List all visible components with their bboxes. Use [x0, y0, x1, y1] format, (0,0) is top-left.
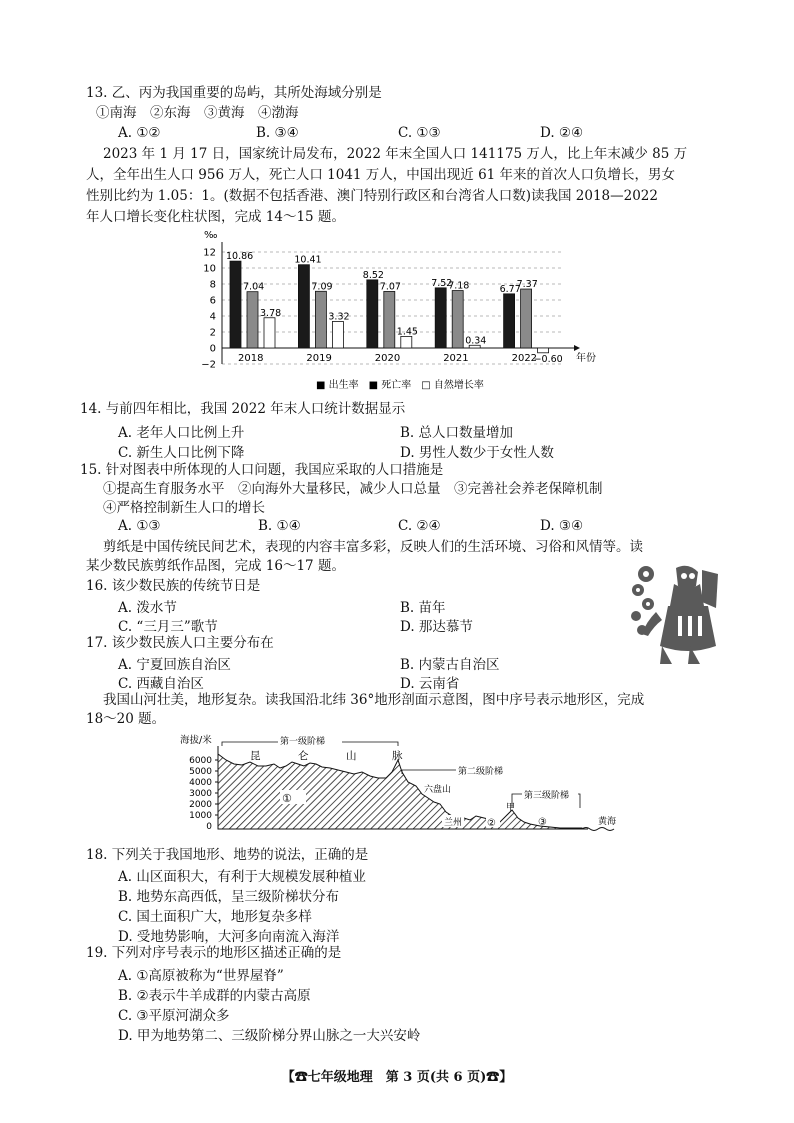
jia-label: 甲 — [506, 803, 516, 813]
passage1-line-3: 性别比约为 1.05：1。(数据不包括香港、澳门特别行政区和台湾省人口数)读我国 2018—2022 — [86, 188, 658, 204]
marker-2: ② — [487, 818, 496, 829]
profile-ytick: 3000 — [189, 789, 212, 799]
q13-option-b: B. ③④ — [256, 125, 299, 141]
bar-death-rate — [384, 291, 395, 348]
bar-value-label: 7.07 — [379, 281, 401, 293]
yellow-sea-label: 黄海 — [598, 817, 617, 827]
q17-option-c: C. 西藏自治区 — [118, 676, 204, 692]
q17-option-b: B. 内蒙古自治区 — [400, 657, 500, 673]
bar-value-label: 1.45 — [396, 326, 418, 338]
passage2-line-1: 剪纸是中国传统民间艺术，表现的内容丰富多彩，反映人们的生活环境、习俗和风情等。读 — [103, 539, 643, 555]
chart-category-label: 2018 — [238, 353, 264, 364]
bar-birth-rate — [367, 280, 378, 348]
step-1-label: 第一级阶梯 — [280, 737, 326, 747]
step-2-label: 第二级阶梯 — [458, 767, 504, 777]
q13-option-c: C. ①③ — [398, 125, 441, 141]
bar-value-label: 6.77 — [499, 283, 521, 295]
q13-option-d: D. ②④ — [540, 125, 584, 141]
chart-category-label: 2020 — [374, 353, 401, 364]
q17-option-d: D. 云南省 — [400, 676, 460, 692]
bar-value-label: 7.52 — [431, 277, 453, 289]
chart-category-label: 2019 — [306, 353, 332, 364]
bar-value-label: 7.18 — [448, 280, 470, 292]
page-footer: 【☎七年级地理 第 3 页(共 6 页)☎】 — [281, 1070, 513, 1085]
q14-option-c: C. 新生人口比例下降 — [118, 445, 245, 461]
step-3-label: 第三级阶梯 — [524, 791, 570, 801]
bar-death-rate — [247, 292, 258, 348]
profile-ytick: 1000 — [189, 811, 212, 821]
bar-value-label: 0.34 — [465, 335, 487, 347]
kunlun-char: 山 — [346, 750, 357, 762]
q16-option-b: B. 苗年 — [400, 600, 446, 616]
bar-value-label: 7.04 — [243, 281, 265, 293]
bar-value-label: 8.52 — [362, 269, 384, 281]
q17-stem: 17. 该少数民族人口主要分布在 — [86, 635, 274, 651]
profile-ytick: 4000 — [189, 778, 212, 788]
q14-option-d: D. 男性人数少于女性人数 — [400, 445, 554, 461]
chart-x-arrow — [574, 345, 580, 351]
bar-value-label: 7.09 — [311, 281, 333, 293]
q18-option-d: D. 受地势影响，大河多向南流入海洋 — [118, 929, 340, 945]
q18-stem: 18. 下列关于我国地形、地势的说法，正确的是 — [86, 847, 369, 863]
terrain-profile-diagram — [170, 732, 640, 838]
profile-ylabel: 海拔/米 — [180, 735, 212, 746]
q19-stem: 19. 下列对序号表示的地形区描述正确的是 — [86, 945, 342, 961]
passage1-line-2: 人，全年出生人口 956 万人，死亡人口 1041 万人，中国出现近 61 年来的首次人口负增长，男女 — [86, 167, 676, 183]
marker-3: ③ — [538, 817, 547, 828]
kunlun-char: 昆 — [250, 750, 261, 762]
bar-birth-rate — [435, 288, 446, 348]
q14-option-a: A. 老年人口比例上升 — [118, 425, 245, 441]
bar-value-label: 3.32 — [328, 311, 350, 323]
chart-category-label: 2021 — [443, 353, 469, 364]
bar-natural-rate — [332, 321, 343, 348]
chart-ytick: 6 — [209, 295, 216, 307]
chart-ytick: −2 — [201, 359, 216, 371]
chart-ytick: 2 — [209, 327, 216, 339]
bar-natural-rate — [401, 336, 412, 348]
passage3-line-1: 我国山河壮美，地形复杂。读我国沿北纬 36°地形剖面示意图，图中序号表示地形区，完成 — [103, 692, 645, 708]
profile-ytick: 2000 — [189, 800, 212, 810]
lanzhou-label: 兰州 — [444, 818, 463, 828]
chart-ytick: 12 — [203, 247, 216, 259]
q17-option-a: A. 宁夏回族自治区 — [118, 657, 231, 673]
q19-option-b: B. ②表示牛羊成群的内蒙古高原 — [118, 988, 311, 1004]
q14-option-b: B. 总人口数量增加 — [400, 425, 514, 441]
bar-value-label: 10.41 — [294, 254, 322, 266]
q13-option-a: A. ①② — [118, 125, 161, 141]
q16-option-a: A. 泼水节 — [118, 600, 177, 616]
bar-birth-rate — [230, 261, 241, 348]
chart-legend: ■ 出生率 ■ 死亡率 □ 自然增长率 — [316, 380, 484, 391]
passage3-line-2: 18～20 题。 — [86, 711, 166, 727]
marker-1: ① — [282, 792, 292, 805]
q15-measures-line-2: ④严格控制新生人口的增长 — [103, 500, 265, 516]
liupan-label: 六盘山 — [424, 785, 452, 795]
q13-seas: ①南海 ②东海 ③黄海 ④渤海 — [96, 105, 299, 121]
kunlun-char: 仑 — [298, 750, 309, 762]
bar-value-label: 10.86 — [226, 251, 254, 263]
q16-stem: 16. 该少数民族的传统节日是 — [86, 578, 261, 594]
bar-natural-rate — [264, 318, 275, 348]
passage1-line-1: 2023 年 1 月 17 日，国家统计局发布，2022 年末全国人口 141175 万人，比上年末减少 85 万 — [103, 146, 688, 162]
chart-ytick: 0 — [209, 343, 216, 355]
paper-cut-image — [628, 560, 724, 670]
chart-ytick: 10 — [203, 263, 216, 275]
q15-option-a: A. ①③ — [118, 518, 161, 534]
bar-death-rate — [452, 291, 463, 348]
q18-option-c: C. 国土面积广大，地形复杂多样 — [118, 909, 312, 925]
passage2-line-2: 某少数民族剪纸作品图，完成 16～17 题。 — [86, 558, 345, 574]
passage1-line-4: 年人口增长变化柱状图，完成 14～15 题。 — [86, 209, 345, 225]
q19-option-d: D. 甲为地势第二、三级阶梯分界山脉之一大兴安岭 — [118, 1028, 421, 1044]
chart-ytick: 8 — [209, 279, 216, 291]
chart-ytick: 4 — [209, 311, 216, 323]
chart-xlabel: 年份 — [576, 353, 596, 364]
bar-death-rate — [521, 289, 532, 348]
bar-natural-rate — [538, 348, 549, 353]
q18-option-b: B. 地势东高西低，呈三级阶梯状分布 — [118, 889, 340, 905]
q14-stem: 14. 与前四年相比，我国 2022 年末人口统计数据显示 — [80, 401, 406, 417]
profile-ytick: 0 — [206, 822, 212, 832]
q19-option-a: A. ①高原被称为“世界屋脊” — [118, 968, 284, 984]
q16-option-c: C. “三月三”歌节 — [118, 619, 218, 635]
bar-birth-rate — [504, 294, 515, 348]
q15-option-d: D. ③④ — [540, 518, 584, 534]
chart-ylabel: ‰ — [204, 230, 218, 241]
q16-option-d: D. 那达慕节 — [400, 619, 473, 635]
population-bar-chart — [188, 226, 608, 392]
q15-measures-line-1: ①提高生育服务水平 ②向海外大量移民，减少人口总量 ③完善社会养老保障机制 — [103, 481, 603, 497]
bar-value-label: −0.60 — [533, 353, 563, 365]
bar-value-label: 3.78 — [260, 307, 282, 319]
q15-option-c: C. ②④ — [398, 518, 441, 534]
q15-stem: 15. 针对图表中所体现的人口问题，我国应采取的人口措施是 — [80, 462, 444, 478]
profile-ytick: 5000 — [189, 767, 212, 777]
bar-death-rate — [315, 291, 326, 348]
q18-option-a: A. 山区面积大，有利于大规模发展种植业 — [118, 869, 366, 885]
kunlun-char: 脉 — [392, 750, 403, 762]
bar-value-label: 7.37 — [516, 279, 538, 291]
q15-option-b: B. ①④ — [258, 518, 301, 534]
profile-ytick: 6000 — [189, 756, 212, 766]
q13-stem: 13. 乙、丙为我国重要的岛屿，其所处海域分别是 — [86, 85, 382, 101]
bar-birth-rate — [298, 265, 309, 348]
chart-category-label: 2022 — [511, 353, 538, 364]
q19-option-c: C. ③平原河湖众多 — [118, 1008, 230, 1024]
